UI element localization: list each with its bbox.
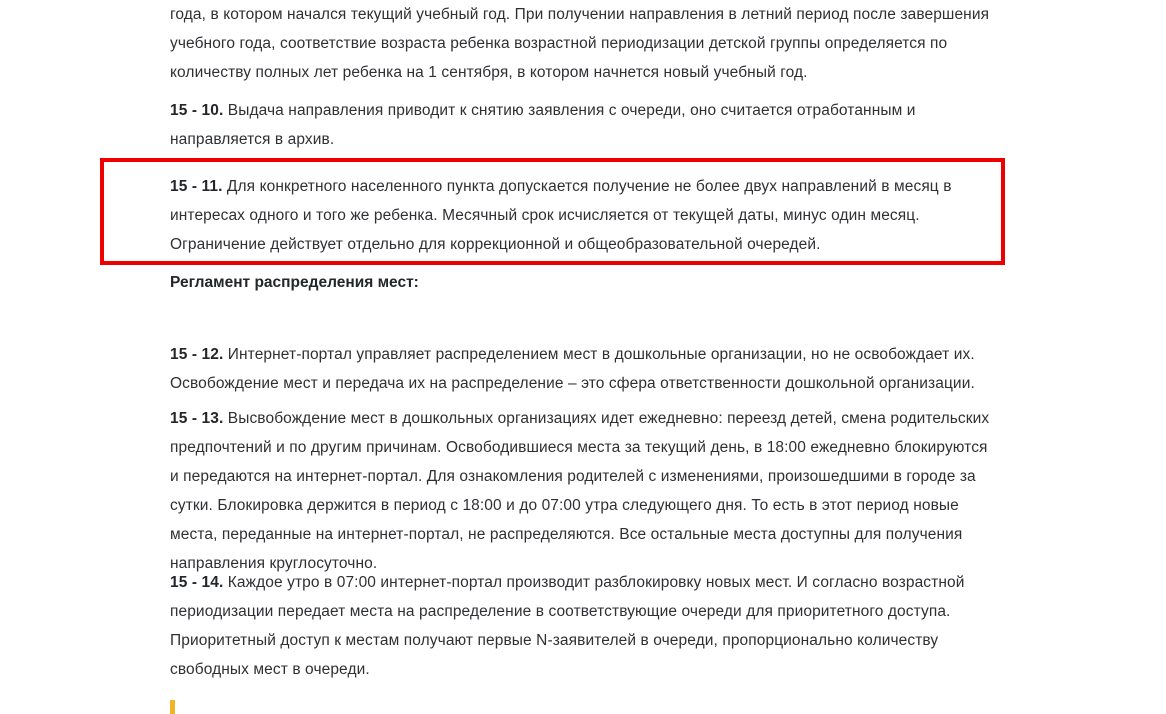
paragraph-15-10-number: 15 - 10. xyxy=(170,102,224,119)
paragraph-15-13-text: Высвобождение мест в дошкольных организациях идет ежедневно: переезд детей, смена родительских предпочтений и по другим причинам. Освободившиеся места за текущий день, в 18:00 ежедневно блокируются и передаются на интернет-портал. Для ознакомления родителей с изменениями, произошедшими в городе за сутки. Блокировка держится в период с 18:00 и до 07:00 утра следующего дня. То есть в этот период новые места, переданные на интернет-портал, не распределяются. Все остальные места доступны для получения направления круглосуточно. xyxy=(170,410,990,572)
paragraph-15-14-number: 15 - 14. xyxy=(170,574,224,591)
section-heading-block xyxy=(170,268,570,297)
paragraph-continuation-block xyxy=(170,0,1000,87)
paragraph-15-13-number: 15 - 13. xyxy=(170,410,224,427)
paragraph-15-11 xyxy=(170,172,990,259)
paragraph-15-11-number: 15 - 11. xyxy=(170,178,223,195)
paragraph-15-12-text: Интернет-портал управляет распределением мест в дошкольные организации, но не освобождает их. Освобождение мест и передача их на распределение – это сфера ответственности дошкольной организации. xyxy=(170,346,975,392)
bottom-accent-bar xyxy=(170,700,175,714)
paragraph-continuation-text: года, в котором начался текущий учебный год. При получении направления в летний период после завершения учебного года, соответствие возраста ребенка возрастной периодизации детской группы определяется по количеству полных лет ребенка на 1 сентября, в котором начнется новый учебный год. xyxy=(170,6,990,81)
paragraph-15-12 xyxy=(170,340,1000,398)
paragraph-15-14 xyxy=(170,568,995,684)
paragraph-15-10-text: Выдача направления приводит к снятию заявления с очереди, оно считается отработанным и направляется в архив. xyxy=(170,102,916,148)
paragraph-15-10-block xyxy=(170,96,960,154)
paragraph-15-11-block xyxy=(170,172,990,259)
paragraph-continuation xyxy=(170,0,1000,87)
paragraph-15-13 xyxy=(170,404,1000,578)
paragraph-15-11-text: Для конкретного населенного пункта допускается получение не более двух направлений в месяц в интересах одного и того же ребенка. Месячный срок исчисляется от текущей даты, минус один месяц. Ограничение действует отдельно для коррекционной и общеобразовательной очередей. xyxy=(170,178,952,253)
paragraph-15-14-text: Каждое утро в 07:00 интернет-портал производит разблокировку новых мест. И согласно возрастной периодизации передает места на распределение в соответствующие очереди для приоритетного доступа. Приоритетный доступ к местам получают первые N-заявителей в очереди, пропорционально количеству свободных мест в очереди. xyxy=(170,574,965,678)
paragraph-15-12-number: 15 - 12. xyxy=(170,346,224,363)
paragraph-15-10 xyxy=(170,96,960,154)
paragraph-15-12-block xyxy=(170,340,1000,398)
section-heading: Регламент распределения мест: xyxy=(170,274,419,291)
paragraph-15-13-block xyxy=(170,404,1000,578)
paragraph-15-14-block xyxy=(170,568,995,684)
